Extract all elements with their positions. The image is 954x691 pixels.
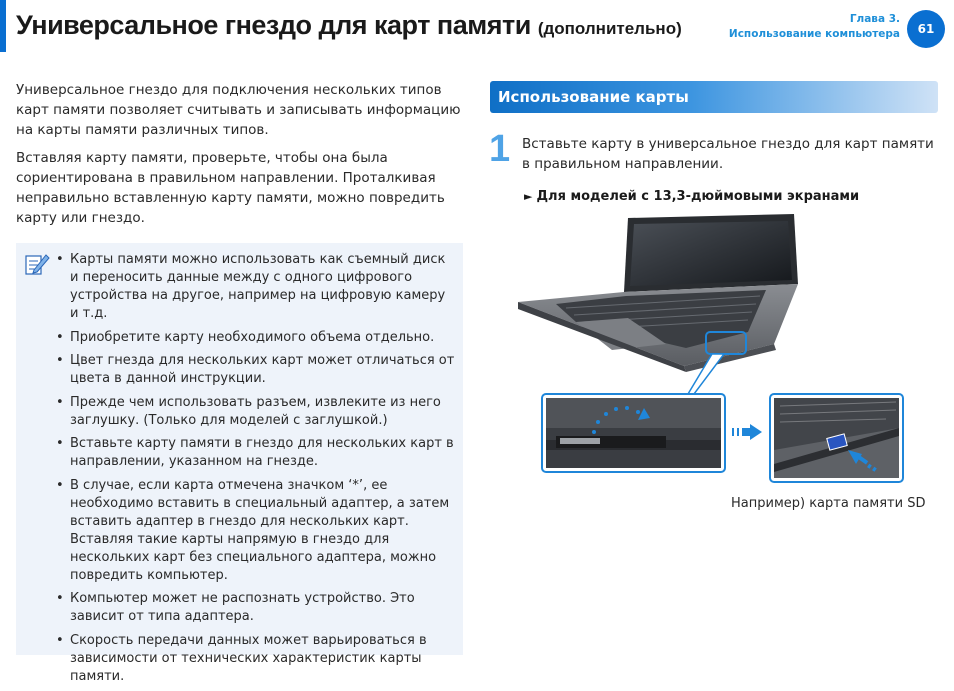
section-title: Использование карты: [498, 88, 689, 106]
note-text: Вставьте карту памяти в гнездо для нескольких карт в направлении, указанном на гнезде.: [70, 436, 454, 469]
laptop: [518, 214, 798, 394]
bullet-marker: •: [56, 353, 64, 368]
header-accent-bar: [0, 0, 6, 52]
note-item: [56, 251, 456, 323]
intro-paragraph-2: Вставляя карту памяти, проверьте, чтобы она была сориентирована в правильном направлении. Проталкивая неправильно вставленную карту памяти, можно повредить карту или гнездо.: [16, 150, 445, 226]
bullet-marker: •: [56, 632, 64, 648]
note-text: В случае, если карта отмечена значком ‘*’, ее необходимо вставить в специальный адаптер, а затем вставить адаптер в гнездо для нескольких карт. Вставляя такие карты напрямую в гнездо для нескольких карт без специального адаптера, можно повредить компьютер.: [70, 477, 450, 583]
page-title-sub: (дополнительно): [537, 19, 682, 38]
figure-caption: Например) карта памяти SD: [731, 496, 926, 511]
laptop-card-illustration: [516, 214, 936, 490]
note-item: [56, 590, 456, 626]
note-text: Прежде чем использовать разъем, извлеките из него заглушку. (Только для моделей с заглушкой.): [70, 394, 441, 428]
zoom-panel-card: [770, 394, 903, 482]
note-text: Скорость передачи данных может варьироваться в зависимости от технических характеристик карты памяти.: [70, 632, 427, 684]
triangle-marker-icon: ►: [524, 190, 533, 203]
note-box: [16, 243, 463, 684]
bullet-marker: •: [56, 394, 64, 410]
intro-text: [16, 80, 466, 236]
step-number: 1: [489, 128, 511, 170]
note-text: Приобретите карту необходимого объема отдельно.: [70, 329, 435, 345]
bullet-marker: •: [56, 477, 64, 493]
note-text: Карты памяти можно использовать как съемный диск и переносить данные между с одного цифрового устройства на другое, например на цифровую камеру и т.д.: [70, 252, 446, 321]
model-label: [524, 189, 859, 204]
note-list: [56, 251, 456, 691]
note-item: [56, 435, 456, 471]
bullet-marker: •: [56, 252, 64, 267]
note-item: [56, 352, 456, 388]
laptop-screen: [630, 221, 792, 286]
note-pencil-icon: [24, 251, 50, 277]
bullet-marker: •: [56, 329, 64, 345]
note-text: Цвет гнезда для нескольких карт может отличаться от цвета в данной инструкции.: [70, 353, 455, 386]
chapter-number: Глава 3.: [849, 13, 900, 25]
note-item: [56, 477, 456, 585]
section-header-bar: [490, 81, 938, 113]
zoom-panel-slot: [542, 394, 725, 472]
bullet-marker: •: [56, 591, 64, 606]
step-text: Вставьте карту в универсальное гнездо для карт памяти в правильном направлении.: [522, 136, 934, 172]
intro-paragraph-1: Универсальное гнездо для подключения нескольких типов карт памяти позволяет считывать и записывать информацию на карты памяти различных типов.: [16, 82, 461, 138]
note-item: [56, 329, 456, 347]
chapter-info: [729, 12, 900, 42]
arrow-right-icon: [732, 424, 762, 440]
note-item: [56, 632, 456, 686]
note-text: Компьютер может не распознать устройство. Это зависит от типа адаптера.: [70, 591, 415, 624]
model-label-text: Для моделей с 13,3-дюймовыми экранами: [536, 189, 860, 204]
chapter-title: Использование компьютера: [728, 28, 900, 40]
note-item: [56, 394, 456, 430]
page-number-badge: 61: [907, 10, 945, 48]
bullet-marker: •: [56, 436, 64, 451]
page-title-main: Универсальное гнездо для карт памяти: [16, 10, 531, 40]
page-title: [16, 10, 682, 41]
